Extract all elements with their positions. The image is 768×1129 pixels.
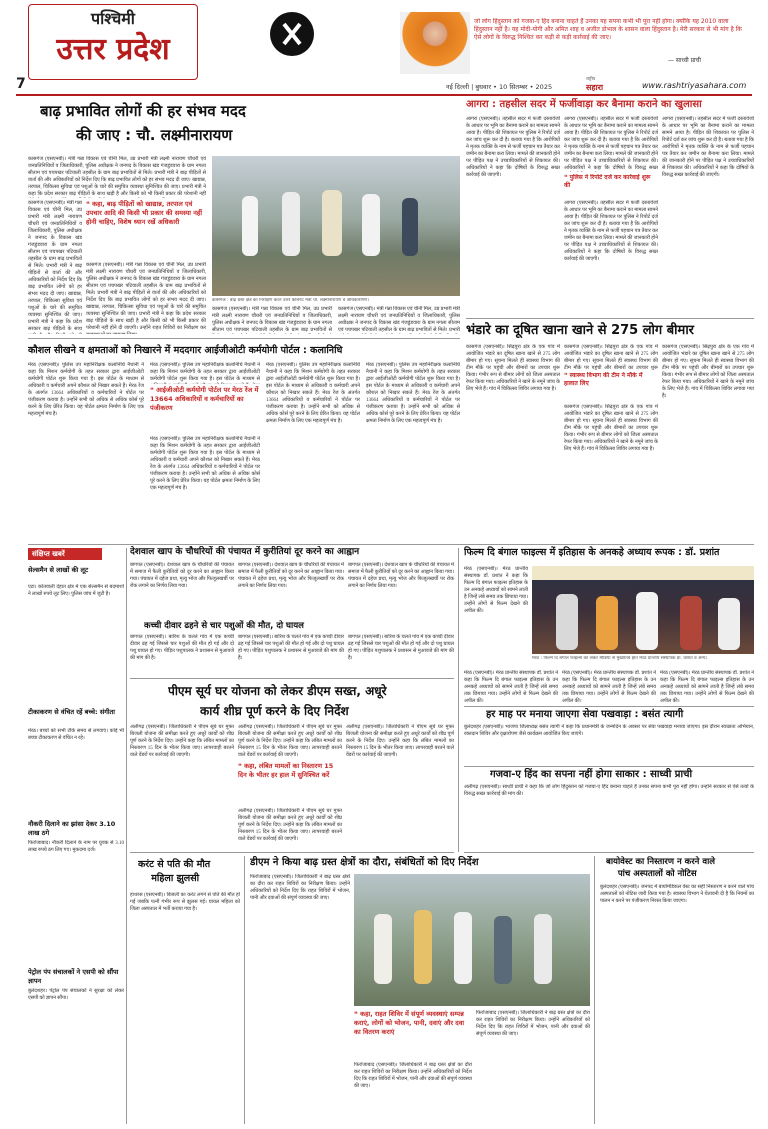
current-headline: करंट से पति की मौत महिला झुलसी: [138, 859, 211, 884]
rule: [464, 852, 754, 853]
sidebar: [28, 564, 124, 1124]
skill-body-4: मेरठ (एसएनबी)। पुलिस उप महानिरीक्षक कलानिधि नैथानी ने कहा कि मिशन कर्मयोगी के तहत सरकार द्वारा आईजीओटी कर्मयोगी पोर्टल शुरू किया गया है। इस पोर्टल के माध्यम से अधिकारी व कर्मचारी अपने कौशल को निखार सकते हैं। मेरठ रेंज के अंतर्गत 13664 अधिकारियों व कर्मचारियों ने पोर्टल पर पंजीकरण कराया है। उन्होंने सभी को अधिक से अधिक कोर्स पूरे करने के लिए प्रेरित किया। यह पोर्टल क्षमता निर्माण के लिए एक महत्वपूर्ण मंच है।: [266, 363, 360, 424]
film-headline: फिल्म दि बंगाल फाइल्स में इतिहास के अनकहे अध्याय रूपक : डॉ. प्रशांत: [464, 547, 720, 558]
flood-photo: [212, 156, 460, 296]
suryaghar-headline-2: कार्य शीघ्र पूर्ण करने के दिए निर्देश: [200, 704, 349, 718]
bio-headline: बायोवेस्ट का निस्तारण न करने वाले पांच अस्पतालों को नोटिस: [606, 857, 716, 879]
panchayat-body-3: बागपत (एसएनबी)। देशवाल खाप के चौधरियों की पंचायत में समाज में फैली कुरीतियों को दूर करने का आह्वान किया गया। पंचायत में दहेज प्रथा, मृत्यु भोज और फिजूलखर्ची पर रोक लगाने का निर्णय लिया गया।: [348, 563, 454, 589]
skill-body-3: मेरठ (एसएनबी)। पुलिस उप महानिरीक्षक कलानिधि नैथानी ने कहा कि मिशन कर्मयोगी के तहत सरकार द्वारा आईजीओटी कर्मयोगी पोर्टल शुरू किया गया है। इस पोर्टल के माध्यम से अधिकारी व कर्मचारी अपने कौशल को निखार सकते हैं। मेरठ रेंज के अंतर्गत 13664 अधिकारियों व कर्मचारियों ने पोर्टल पर पंजीकरण कराया है। उन्होंने सभी को अधिक से अधिक कोर्स पूरे करने के लिए प्रेरित किया। यह पोर्टल क्षमता निर्माण के लिए एक महत्वपूर्ण मंच है।: [150, 437, 260, 491]
food-body-1: कासगंज (एसएनबी)। सिढ़पुरा क्षेत्र के एक गांव में आयोजित भंडारे का दूषित खाना खाने से 275 लोग बीमार हो गए। सूचना मिलते ही स्वास्थ्य विभाग की टीम मौके पर पहुंची और बीमारों का उपचार शुरू किया। गंभीर रूप से बीमार लोगों को जिला अस्पताल रेफर किया गया। अधिकारियों ने खाने के नमूने जांच के लिए भेजे हैं। गांव में चिकित्सा शिविर लगाया गया है।: [466, 345, 560, 392]
sidebar-divider: [126, 548, 127, 1124]
rule: [130, 678, 454, 679]
sidebar-item-body: फिरोजाबाद। नौकरी दिलाने के नाम पर युवक से 3.10 लाख रुपये ठग लिए गए। मुकदमा दर्ज।: [28, 841, 124, 853]
gajwa-headline: गजवा-ए हिंद का सपना नहीं होगा साकार : साध्वी प्राची: [490, 769, 693, 780]
top-quote: जो लोग हिंदुस्तान को गजवा-ए हिंद बनाना चाहते हैं उनका यह सपना कभी भी पूरा नहीं होगा। क्योंकि यह 2010 वाला हिंदुस्तान नहीं है। यह मोदी-योगी और अमित शाह व अजीत डोभाल के शासन वाला हिंदुस्तान है। मेरी सरकार से भी मांग है कि ऐसे लोगों के विरुद्ध निश्चित कर कड़ी से कड़ी कार्रवाई की जाए।: [474, 18, 742, 41]
dm-flood-headline: डीएम ने किया बाढ़ ग्रस्त क्षेत्रों का दौरा, संबंधितों को दिए निर्देश: [250, 857, 479, 868]
food-body-2: कासगंज (एसएनबी)। सिढ़पुरा क्षेत्र के एक गांव में आयोजित भंडारे का दूषित खाना खाने से 275 लोग बीमार हो गए। सूचना मिलते ही स्वास्थ्य विभाग की टीम मौके पर पहुंची और बीमारों का उपचार शुरू: [564, 345, 658, 370]
current-body-1: हाथरस (एसएनबी)। बिजली का करंट लगने से पति की मौत हो गई जबकि पत्नी गंभीर रूप से झुलस गई। घायल महिला को जिला अस्पताल में भर्ती कराया गया है।: [130, 893, 240, 912]
region-title: [28, 4, 198, 80]
food-headline: भंडारे का दूषित खाना खाने से 275 लोग बीमार: [466, 323, 695, 338]
wall-headline: कच्ची दीवार ढहने से चार पशुओं की मौत, दो घायल: [144, 621, 304, 631]
food-body-3: कासगंज (एसएनबी)। सिढ़पुरा क्षेत्र के एक गांव में आयोजित भंडारे का दूषित खाना खाने से 275 लोग बीमार हो गए। सूचना मिलते ही स्वास्थ्य विभाग की टीम मौके पर पहुंची और बीमारों का उपचार शुरू किया। गंभीर रूप से बीमार लोगों को जिला अस्पताल रेफर किया गया। अधिकारियों ने खाने के नमूने जांच के लिए भेजे हैं। गांव में चिकित्सा शिविर लगाया गया है।: [564, 405, 658, 452]
sadhvi-photo: [400, 12, 470, 74]
flood-body-col1b: कासगंज (एसएनबी)। मंत्री गन्ना विकास एवं चीनी मिल, उप्र प्रभारी मंत्री लक्ष्मी नारायण चौधरी एवं जनप्रतिनिधियों व जिलाधिकारी, पुलिस अधीक्षक ने जनपद के विकास खंड गंजडुंडवारा के ग्राम नगला सीताम एवं पचपखर पटियाली तहसील के ग्राम बाढ़ प्रभावितों से मिले। प्रभारी मंत्री ने बाढ़ पीड़ितों से वार्ता की और अधिकारियों को निर्देश दिए कि बाढ़ प्रभावित लोगों को हर संभव मदद दी जाए। खाद्यान्न, तरपाल, चिकित्सा सुविधा एवं पशुओं के चारे की समुचित व्यवस्था सुनिश्चित की जाए। प्रभारी मंत्री ने कहा कि प्रदेश सरकार बाढ़ पीड़ितों के साथ: [28, 201, 82, 332]
suryaghar-body-1: अलीगढ़ (एसएनबी)। जिलाधिकारी ने पीएम सूर्य घर मुफ्त बिजली योजना की समीक्षा करते हुए अधूरे कार्यों को शीघ्र पूर्ण करने के निर्देश दिए। उन्होंने कहा कि लंबित मामलों का निस्तारण 15 दिन के भीतर किया जाए। लापरवाही बरतने वाले वेंडरों पर कार्रवाई की जाएगी।: [130, 725, 234, 758]
hindi-headline: हर माह पर मनाया जाएगा सेवा पखवाड़ा : बसंत त्यागी: [486, 709, 684, 720]
skill-body-5: मेरठ (एसएनबी)। पुलिस उप महानिरीक्षक कलानिधि नैथानी ने कहा कि मिशन कर्मयोगी के तहत सरकार द्वारा आईजीओटी कर्मयोगी पोर्टल शुरू किया गया है। इस पोर्टल के माध्यम से अधिकारी व कर्मचारी अपने कौशल को निखार सकते हैं। मेरठ रेंज के अंतर्गत 13664 अधिकारियों व कर्मचारियों ने पोर्टल पर पंजीकरण कराया है। उन्होंने सभी को अधिक से अधिक कोर्स पूरे करने के लिए प्रेरित किया। यह पोर्टल क्षमता निर्माण के लिए एक महत्वपूर्ण मंच है।: [366, 363, 460, 424]
brand-logo: सहारा: [586, 83, 604, 92]
column-divider: [458, 548, 459, 852]
skill-body-2: मेरठ (एसएनबी)। पुलिस उप महानिरीक्षक कलानिधि नैथानी ने कहा कि मिशन कर्मयोगी के तहत सरकार द्वारा आईजीओटी कर्मयोगी पोर्टल शुरू किया गया है। इस पोर्टल के माध्यम से: [150, 363, 260, 382]
region-line2: उत्तर प्रदेश: [56, 32, 170, 67]
rule: [130, 852, 454, 853]
dm-flood-quote: ❝ कहा, राहत शिविर में संपूर्ण व्यवस्थाएं सम्पन्न कराएं, लोगों को भोजन, पानी, दवाएं और दवा का वितरण कराएं: [354, 1010, 465, 1036]
film-body-1: मेरठ (एसएनबी)। मेरठ प्रान्तीय संस्थापक डॉ. प्रशांत ने कहा कि फिल्म दि बंगाल फाइल्स इतिहास के उन अनकहे अध्यायों को सामने लाती है जिन्हें लंबे समय तक छिपाया गया। उन्होंने लोगों से फिल्म देखने की अपील की।: [464, 567, 528, 614]
food-quote: ❝ स्वास्थ्य विभाग की टीम ने मौके में हालात लिए: [564, 372, 643, 387]
rule: [464, 706, 754, 707]
flood-body-col1c: कासगंज (एसएनबी)। मंत्री गन्ना विकास एवं चीनी मिल, उप्र प्रभारी मंत्री लक्ष्मी नारायण चौधरी एवं जनप्रतिनिधियों व जिलाधिकारी, पुलिस अधीक्षक ने जनपद के विकास खंड गंजडुंडवारा के ग्राम नगला सीताम एवं पचपखर पटियाली तहसील के ग्राम बाढ़ प्रभावितों से मिले। प्रभारी मंत्री ने बाढ़ पीड़ितों से वार्ता की और अधिकारियों को निर्देश दिए कि बाढ़ प्रभावित लोगों को हर संभव मदद दी जाए। खाद्यान्न, तरपाल, चिकित्सा सुविधा एवं पशुओं के चारे की समुचित व्यवस्था सुनिश्चित की जाए। प्रभारी मंत्री ने कहा कि प्रदेश सरकार बाढ़ पीड़ितों के साथ खड़ी है और किसी को भी किसी प्रकार की परेशानी नहीं होने दी जाएगी। उन्होंने राहत शिविरों का निरीक्षण कर: [86, 263, 206, 331]
masthead-rule: [16, 94, 752, 96]
rule: [244, 856, 245, 1124]
skill-body-1: मेरठ (एसएनबी)। पुलिस उप महानिरीक्षक कलानिधि नैथानी ने कहा कि मिशन कर्मयोगी के तहत सरकार द्वारा आईजीओटी कर्मयोगी पोर्टल शुरू किया गया है। इस पोर्टल के माध्यम से अधिकारी व कर्मचारी अपने कौशल को निखार सकते हैं। मेरठ रेंज के अंतर्गत 13664 अधिकारियों व कर्मचारियों ने पोर्टल पर पंजीकरण कराया है। उन्होंने सभी को अधिक से अधिक कोर्स पूरे करने के लिए प्रेरित किया। यह पोर्टल क्षमता निर्माण के लिए एक महत्वपूर्ण मंच है।: [28, 363, 144, 417]
flood-caption: कासगंज : बाढ़ ग्रस्त क्षेत्र का निरीक्षण करते उत्तरे कैबिनेट मंत्री चौ. लक्ष्मीनारायण व अधिकारीगण।: [212, 298, 370, 303]
website-link[interactable]: www.rashtriyasahara.com: [642, 81, 747, 90]
skill-headline: कौशल सीखने व क्षमताओं को निखारने में मददगार आईजीओटी कर्मयोगी पोर्टल : कलानिधि: [28, 345, 343, 356]
region-line1: पश्चिमी: [91, 9, 135, 28]
agra-quote: ❝ पुलिस ने रिपोर्ट दर्ज कर कार्रवाई शुरू की: [564, 174, 651, 189]
panchayat-headline: देशवाल खाप के चौधरियों की पंचायत में कुरीतियां दूर करने का आह्वान: [130, 547, 360, 557]
hindi-body: बुलंदशहर (एसएनबी)। भाजपा जिलाध्यक्ष बसंत त्यागी ने कहा कि प्रधानमंत्री के जन्मदिन के अवसर पर सेवा पखवाड़ा मनाया जाएगा। इस दौरान स्वच्छता अभियान, रक्तदान शिविर और वृक्षारोपण जैसे कार्यक्रम आयोजित किए जाएंगे।: [464, 725, 754, 737]
page-number: 7: [16, 76, 26, 92]
sidebar-item-title: पेट्रोल पंप संचालकों ने एसपी को सौंपा ज्ञापन: [28, 968, 119, 985]
brand-small: राष्ट्रीय: [586, 77, 596, 82]
sidebar-item-title: सेल्समैन से लाखों की लूट: [28, 566, 89, 574]
dm-flood-photo: [354, 874, 590, 1006]
suryaghar-body-3: अलीगढ़ (एसएनबी)। जिलाधिकारी ने पीएम सूर्य घर मुफ्त बिजली योजना की समीक्षा करते हुए अधूरे कार्यों को शीघ्र पूर्ण करने के निर्देश दिए। उन्होंने कहा कि लंबित मामलों का निस्तारण 15 दिन के भीतर किया जाए। लापरवाही बरतने वाले वेंडरों पर कार्रवाई की जाएगी।: [238, 809, 342, 842]
sidebar-item-body: मेरठ। बच्चों को सभी टीके समय से लगवाएं। कोई भी बच्चा टीकाकरण से वंचित न रहे।: [28, 729, 124, 741]
flood-headline-1: बाढ़ प्रभावित लोगों की हर संभव मदद: [40, 102, 246, 120]
x-logo-icon: [270, 12, 314, 56]
rule: [28, 338, 460, 339]
suryaghar-quote: ❝ कहा, लंबित मामलों का निस्तारण 15 दिन के भीतर हर हाल में सुनिश्चित करें: [238, 762, 334, 779]
suryaghar-body-4: अलीगढ़ (एसएनबी)। जिलाधिकारी ने पीएम सूर्य घर मुफ्त बिजली योजना की समीक्षा करते हुए अधूरे कार्यों को शीघ्र पूर्ण करने के निर्देश दिए। उन्होंने कहा कि लंबित मामलों का निस्तारण 15 दिन के भीतर किया जाए। लापरवाही बरतने वाले वेंडरों पर कार्रवाई की जाएगी।: [346, 725, 454, 758]
gajwa-body: अलीगढ़ (एसएनबी)। साध्वी प्राची ने कहा कि जो लोग हिंदुस्तान को गजवा-ए हिंद बनाना चाहते हैं उनका सपना कभी पूरा नहीं होगा। उन्होंने सरकार से ऐसे तत्वों के विरुद्ध सख्त कार्रवाई की मांग की।: [464, 785, 754, 797]
rule: [28, 544, 754, 545]
sidebar-item-title: टीकाकरण से वंचित रहें बच्चे: संगीता: [28, 708, 115, 716]
rule: [466, 318, 754, 319]
sidebar-item-body: एटा। कोतवाली देहात क्षेत्र में एक सेल्समैन से बदमाशों ने लाखों रुपये लूट लिए। पुलिस जांच में जुटी है।: [28, 585, 124, 597]
agra-body-2: आगरा (एसएनबी)। तहसील सदर में फर्जी दस्तावेजों के आधार पर भूमि का बैनामा कराने का मामला सामने आया है। पीड़ित की शिकायत पर पुलिस ने रिपोर्ट दर्ज कर जांच शुरू कर दी है। बताया गया है कि आरोपियों ने मृतक व्यक्ति के नाम से फर्जी पहचान पत्र तैयार कर जमीन का बैनामा करा लिया। मामले की जानकारी होने पर पीड़ित पक्ष ने उच्चाधिकारियों से शिकायत की। अधिकारियों ने कहा कि दोषियों के विरुद्ध सख्त: [564, 117, 658, 171]
film-photo: [532, 566, 754, 654]
rule: [464, 766, 754, 767]
bio-body: बुलंदशहर (एसएनबी)। जनपद में बायोमेडिकल वेस्ट का सही निस्तारण न करने वाले पांच अस्पतालों को नोटिस जारी किया गया है। स्वास्थ्य विभाग ने चेतावनी दी है कि नियमों का पालन न करने पर पंजीकरण निरस्त किया जाएगा।: [600, 885, 754, 904]
film-body-4: मेरठ (एसएनबी)। मेरठ प्रान्तीय संस्थापक डॉ. प्रशांत ने कहा कि फिल्म दि बंगाल फाइल्स इतिहास के उन अनकहे अध्यायों को सामने लाती है जिन्हें लंबे समय तक छिपाया गया। उन्होंने लोगों से फिल्म देखने की अपील की।: [660, 671, 754, 704]
sidebar-tag: संक्षिप्त खबरें: [28, 548, 102, 560]
flood-body-col1: कासगंज (एसएनबी)। मंत्री गन्ना विकास एवं चीनी मिल, उप्र प्रभारी मंत्री लक्ष्मी नारायण चौधरी एवं जनप्रतिनिधियों व जिलाधिकारी, पुलिस अधीक्षक ने जनपद के विकास खंड गंजडुंडवारा के ग्राम नगला सीताम एवं पचपखर पटियाली तहसील के ग्राम बाढ़ प्रभावितों से मिले। प्रभारी मंत्री ने बाढ़ पीड़ितों से वार्ता की और अधिकारियों को निर्देश दिए कि बाढ़ प्रभावित लोगों को हर संभव मदद दी जाए। खाद्यान्न, तरपाल, चिकित्सा सुविधा एवं पशुओं के चारे की समुचित व्यवस्था सुनिश्चित की जाए। प्रभारी मंत्री ने कहा कि प्रदेश सरकार बाढ़ पीड़ितों के साथ खड़ी है और किसी को भी किसी प्रकार की परेशानी नहीं: [28, 157, 206, 197]
suryaghar-body-2: अलीगढ़ (एसएनबी)। जिलाधिकारी ने पीएम सूर्य घर मुफ्त बिजली योजना की समीक्षा करते हुए अधूरे कार्यों को शीघ्र पूर्ण करने के निर्देश दिए। उन्होंने कहा कि लंबित मामलों का निस्तारण 15 दिन के भीतर किया जाए। लापरवाही बरतने वाले वेंडरों पर कार्रवाई की जाएगी।: [238, 725, 342, 758]
food-body-4: कासगंज (एसएनबी)। सिढ़पुरा क्षेत्र के एक गांव में आयोजित भंडारे का दूषित खाना खाने से 275 लोग बीमार हो गए। सूचना मिलते ही स्वास्थ्य विभाग की टीम मौके पर पहुंची और बीमारों का उपचार शुरू किया। गंभीर रूप से बीमार लोगों को जिला अस्पताल रेफर किया गया। अधिकारियों ने खाने के नमूने जांच के लिए भेजे हैं। गांव में चिकित्सा शिविर लगाया गया है।: [662, 345, 754, 399]
sidebar-item-body: बुलंदशहर। पेट्रोल पंप संचालकों ने सुरक्षा को लेकर एसपी को ज्ञापन सौंपा।: [28, 989, 124, 1001]
sidebar-item-title: नौकरी दिलाने का झांसा देकर 3.10 लाख ठगे: [28, 820, 116, 837]
panchayat-body-2: बागपत (एसएनबी)। देशवाल खाप के चौधरियों की पंचायत में समाज में फैली कुरीतियों को दूर करने का आह्वान किया गया। पंचायत में दहेज प्रथा, मृत्यु भोज और फिजूलखर्ची पर रोक लगाने का निर्णय लिया गया।: [238, 563, 344, 589]
quote-author: — साध्वी प्राची: [668, 57, 701, 64]
suryaghar-headline-1: पीएम सूर्य घर योजना को लेकर डीएम सख्त, अधूरे: [168, 684, 387, 698]
wall-body-2: बागपत (एसएनबी)। बारिश के चलते गांव में एक कच्ची दीवार ढह गई जिससे चार पशुओं की मौत हो गई और दो पशु घायल हो गए। पीड़ित पशुपालक ने प्रशासन से मुआवजे की मांग की है।: [238, 635, 344, 661]
dm-flood-body-1: फिरोजाबाद (एसएनबी)। जिलाधिकारी ने बाढ़ ग्रस्त क्षेत्रों का दौरा कर राहत शिविरों का निरीक्षण किया। उन्होंने अधिकारियों को निर्देश दिए कि राहत शिविरों में भोजन, पानी और दवाओं की संपूर्ण व्यवस्था की जाए।: [250, 875, 350, 901]
wall-body-1: बागपत (एसएनबी)। बारिश के चलते गांव में एक कच्ची दीवार ढह गई जिससे चार पशुओं की मौत हो गई और दो पशु घायल हो गए। पीड़ित पशुपालक ने प्रशासन से मुआवजे की मांग की है।: [130, 635, 234, 661]
flood-quote: ❝ कहा, बाढ़ पीड़ितों को खाद्यान्न, तरपाल एवं उपचार आदि की किसी भी प्रकार की समस्या नहीं होनी चाहिए, विशेष ध्यान रखें अधिकारी: [86, 200, 203, 226]
wall-body-3: बागपत (एसएनबी)। बारिश के चलते गांव में एक कच्ची दीवार ढह गई जिससे चार पशुओं की मौत हो गई और दो पशु घायल हो गए। पीड़ित पशुपालक ने प्रशासन से मुआवजे की मांग की है।: [348, 635, 454, 661]
masthead: [0, 0, 768, 98]
agra-body-3: आगरा (एसएनबी)। तहसील सदर में फर्जी दस्तावेजों के आधार पर भूमि का बैनामा कराने का मामला सामने आया है। पीड़ित की शिकायत पर पुलिस ने रिपोर्ट दर्ज कर जांच शुरू कर दी है। बताया गया है कि आरोपियों ने मृतक व्यक्ति के नाम से फर्जी पहचान पत्र तैयार कर जमीन का बैनामा करा लिया। मामले की जानकारी होने पर पीड़ित पक्ष ने उच्चाधिकारियों से शिकायत की। अधिकारियों ने कहा कि दोषियों के विरुद्ध सख्त कार्रवाई की जाएगी।: [564, 201, 658, 262]
dm-flood-body-2: फिरोजाबाद (एसएनबी)। जिलाधिकारी ने बाढ़ ग्रस्त क्षेत्रों का दौरा कर राहत शिविरों का निरीक्षण किया। उन्होंने अधिकारियों को निर्देश दिए कि राहत शिविरों में भोजन, पानी और दवाओं की संपूर्ण व्यवस्था की जाए।: [354, 1063, 472, 1089]
date-line: नई दिल्ली | बुधवार • 10 सितम्बर • 2025: [446, 83, 553, 91]
film-caption: मेरठ : फिल्म दि बंगाल फाइल्स को लेकर मीडिया से मुखातिब होते मेरठ प्रान्तीय संस्थापक डॉ. प्रशांत व अन्य।: [532, 656, 708, 661]
flood-body-col2: कासगंज (एसएनबी)। मंत्री गन्ना विकास एवं चीनी मिल, उप्र प्रभारी मंत्री लक्ष्मी नारायण चौधरी एवं जनप्रतिनिधियों व जिलाधिकारी, पुलिस अधीक्षक ने जनपद के विकास खंड गंजडुंडवारा के ग्राम नगला सीताम एवं पचपखर पटियाली तहसील के ग्राम बाढ़ प्रभावितों से: [212, 307, 332, 333]
film-body-2: मेरठ (एसएनबी)। मेरठ प्रान्तीय संस्थापक डॉ. प्रशांत ने कहा कि फिल्म दि बंगाल फाइल्स इतिहास के उन अनकहे अध्यायों को सामने लाती है जिन्हें लंबे समय तक छिपाया गया। उन्होंने लोगों से फिल्म देखने की अपील की।: [464, 671, 558, 704]
column-divider: [594, 856, 595, 1124]
agra-body-4: आगरा (एसएनबी)। तहसील सदर में फर्जी दस्तावेजों के आधार पर भूमि का बैनामा कराने का मामला सामने आया है। पीड़ित की शिकायत पर पुलिस ने रिपोर्ट दर्ज कर जांच शुरू कर दी है। बताया गया है कि आरोपियों ने मृतक व्यक्ति के नाम से फर्जी पहचान पत्र तैयार कर जमीन का बैनामा करा लिया। मामले की जानकारी होने पर पीड़ित पक्ष ने उच्चाधिकारियों से शिकायत की। अधिकारियों ने कहा कि दोषियों के विरुद्ध सख्त कार्रवाई की जाएगी।: [662, 117, 754, 178]
agra-headline: आगरा : तहसील सदर में फर्जीवाड़ा कर बैनामा कराने का खुलासा: [466, 99, 702, 110]
agra-body-1: आगरा (एसएनबी)। तहसील सदर में फर्जी दस्तावेजों के आधार पर भूमि का बैनामा कराने का मामला सामने आया है। पीड़ित की शिकायत पर पुलिस ने रिपोर्ट दर्ज कर जांच शुरू कर दी है। बताया गया है कि आरोपियों ने मृतक व्यक्ति के नाम से फर्जी पहचान पत्र तैयार कर जमीन का बैनामा करा लिया। मामले की जानकारी होने पर पीड़ित पक्ष ने उच्चाधिकारियों से शिकायत की। अधिकारियों ने कहा कि दोषियों के विरुद्ध सख्त कार्रवाई की जाएगी।: [466, 117, 560, 178]
dm-flood-body-3: फिरोजाबाद (एसएनबी)। जिलाधिकारी ने बाढ़ ग्रस्त क्षेत्रों का दौरा कर राहत शिविरों का निरीक्षण किया। उन्होंने अधिकारियों को निर्देश दिए कि राहत शिविरों में भोजन, पानी और दवाओं की संपूर्ण व्यवस्था की जाए।: [476, 1011, 590, 1037]
flood-body-col3: कासगंज (एसएनबी)। मंत्री गन्ना विकास एवं चीनी मिल, उप्र प्रभारी मंत्री लक्ष्मी नारायण चौधरी एवं जनप्रतिनिधियों व जिलाधिकारी, पुलिस अधीक्षक ने जनपद के विकास खंड गंजडुंडवारा के ग्राम नगला सीताम एवं पचपखर पटियाली तहसील के ग्राम बाढ़ प्रभावितों से मिले। प्रभारी: [338, 307, 460, 333]
film-body-3: मेरठ (एसएनबी)। मेरठ प्रान्तीय संस्थापक डॉ. प्रशांत ने कहा कि फिल्म दि बंगाल फाइल्स इतिहास के उन अनकहे अध्यायों को सामने लाती है जिन्हें लंबे समय तक छिपाया गया। उन्होंने लोगों से फिल्म देखने की अपील की।: [562, 671, 656, 704]
panchayat-body-1: बागपत (एसएनबी)। देशवाल खाप के चौधरियों की पंचायत में समाज में फैली कुरीतियों को दूर करने का आह्वान किया गया। पंचायत में दहेज प्रथा, मृत्यु भोज और फिजूलखर्ची पर रोक लगाने का निर्णय लिया गया।: [130, 563, 234, 589]
skill-quote: ❝ आईजीओटी कर्मयोगी पोर्टल पर मेरठ रेंज में 13664 अधिकारियों व कर्मचारियों का पंजीकरण: [150, 386, 259, 412]
flood-headline-2: की जाए : चौ. लक्ष्मीनारायण: [76, 126, 233, 144]
